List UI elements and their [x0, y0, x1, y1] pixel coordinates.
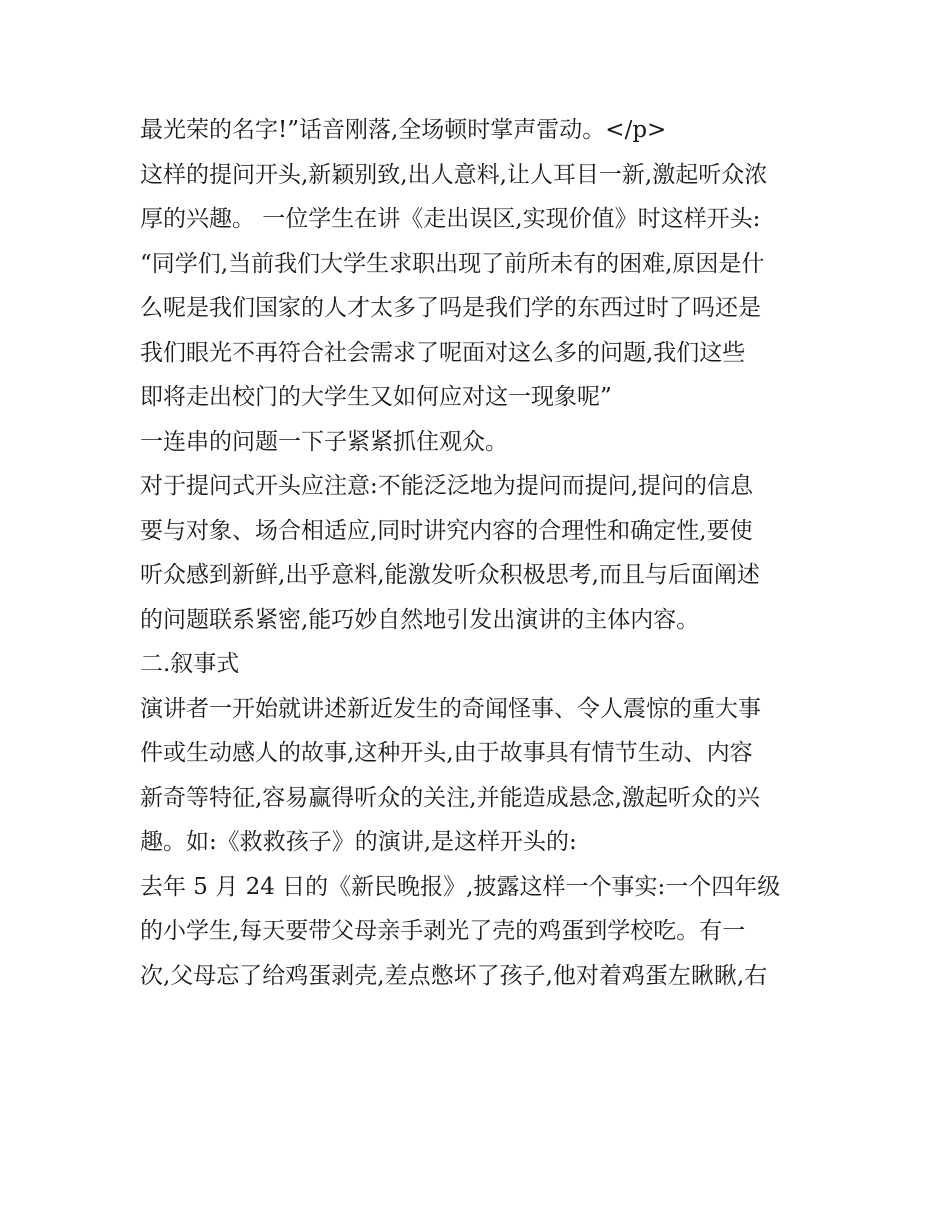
text-line: “同学们,当前我们大学生求职出现了前所未有的困难,原因是什 [140, 250, 765, 277]
text-line: 的问题联系紧密,能巧妙自然地引发出演讲的主体内容。 [140, 606, 700, 633]
text-line: 这样的提问开头,新颖别致,出人意料,让人耳目一新,激起听众浓 [140, 161, 768, 188]
text-line: 要与对象、场合相适应,同时讲究内容的合理性和确定性,要使 [140, 517, 753, 544]
text-line: 即将走出校门的大学生又如何应对这一现象呢” [140, 384, 612, 410]
text-line: 么呢是我们国家的人才太多了吗是我们学的东西过时了吗还是 [140, 295, 761, 321]
text-line: 对于提问式开头应注意:不能泛泛地为提问而提问,提问的信息 [140, 473, 754, 499]
text-line: 的小学生,每天要带父母亲手剥光了壳的鸡蛋到学校吃。有一 [140, 918, 746, 944]
text-line: 最光荣的名字!”话音刚落,全场顿时掌声雷动。</p> [140, 117, 667, 143]
text-line: 件或生动感人的故事,这种开头,由于故事具有情节生动、内容 [140, 740, 753, 766]
text-line: 新奇等特征,容易赢得听众的关注,并能造成悬念,激起听众的兴 [140, 784, 760, 811]
text-line: 我们眼光不再符合社会需求了呢面对这么多的问题,我们这些 [140, 339, 746, 366]
document-body [140, 108, 820, 998]
text-line: 去年 5 月 24 日的《新民晚报》,披露这样一个事实:一个四年级 [140, 873, 781, 900]
text-line: 次,父母忘了给鸡蛋剥壳,差点憋坏了孩子,他对着鸡蛋左瞅瞅,右 [140, 962, 768, 989]
text-line: 趣。如:《救救孩子》的演讲,是这样开头的: [140, 829, 577, 855]
text-line: 一连串的问题一下子紧紧抓住观众。 [140, 428, 508, 455]
text-line: 厚的兴趣。 一位学生在讲《走出误区,实现价值》时这样开头: [140, 206, 761, 232]
text-line: 演讲者一开始就讲述新近发生的奇闻怪事、令人震惊的重大事 [140, 695, 761, 722]
section-heading: 二.叙事式 [140, 651, 240, 677]
text-line: 听众感到新鲜,出乎意料,能激发听众积极思考,而且与后面阐述 [140, 562, 760, 588]
